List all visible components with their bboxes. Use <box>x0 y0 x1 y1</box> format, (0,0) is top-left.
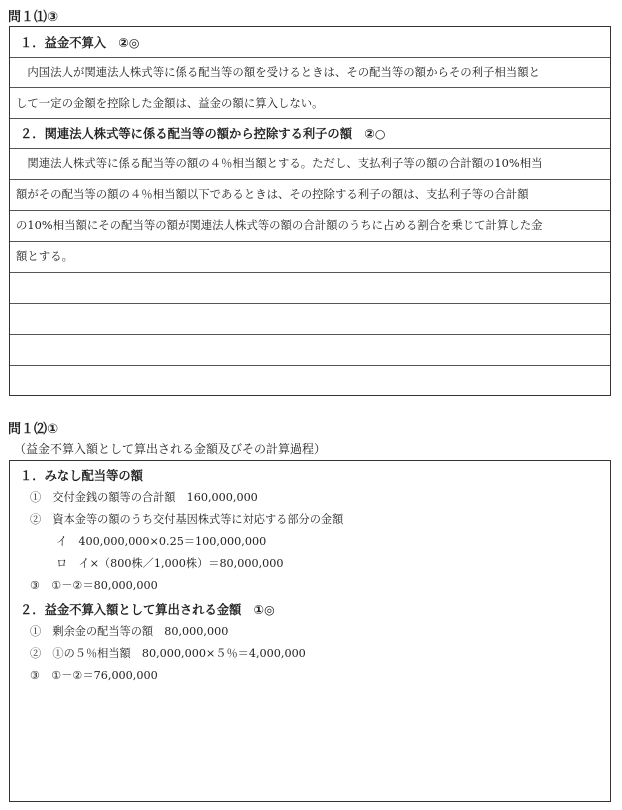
q1-para1-line-1: 内国法人が関連法人株式等に係る配当等の額を受けるときは、その配当等の額からその利子相当額と <box>16 65 540 79</box>
ruled-line <box>10 87 610 88</box>
q1-para2-line-3: の10%相当額にその配当等の額が関連法人株式等の額の合計額のうちに占める割合を乗じて計算した金 <box>16 218 543 232</box>
q2-subtitle: （益金不算入額として算出される金額及びその計算過程） <box>14 442 327 456</box>
ruled-line <box>10 148 610 149</box>
ruled-line <box>10 210 610 211</box>
ruled-line <box>10 241 610 242</box>
q2-line: ③ ①－②＝76,000,000 <box>30 669 158 682</box>
q2-line: ③ ①－②＝80,000,000 <box>30 579 158 592</box>
q2-heading-2: ２．益金不算入額として算出される金額 ①◎ <box>20 603 275 617</box>
ruled-line <box>10 118 610 119</box>
ruled-line <box>10 272 610 273</box>
q1-heading-1: １．益金不算入 ②◎ <box>20 36 140 50</box>
ruled-line <box>10 365 610 366</box>
q2-line: ① 剰余金の配当等の額 80,000,000 <box>30 625 229 638</box>
q2-line: ① 交付金銭の額等の合計額 160,000,000 <box>30 491 258 504</box>
q2-line: ② ①の５％相当額 80,000,000×５％＝4,000,000 <box>30 647 306 660</box>
q1-heading-2: ２．関連法人株式等に係る配当等の額から控除する利子の額 ②○ <box>20 127 386 141</box>
q1-para1-line-2: して一定の金額を控除した金額は、益金の額に算入しない。 <box>16 96 324 110</box>
q2-line: ② 資本金等の額のうち交付基因株式等に対応する部分の金額 <box>30 513 344 526</box>
q2-line: ロ イ×（800株／1,000株）＝80,000,000 <box>56 557 284 570</box>
q2-heading-1: １．みなし配当等の額 <box>20 469 143 483</box>
q1-para2-line-1: 関連法人株式等に係る配当等の額の４％相当額とする。ただし、支払利子等の額の合計額の10%相当 <box>16 156 543 170</box>
ruled-line <box>10 179 610 180</box>
ruled-line <box>10 303 610 304</box>
q2-answer-box <box>9 460 611 802</box>
ruled-line <box>10 57 610 58</box>
q2-title: 問１⑵① <box>8 422 59 437</box>
q2-line: イ 400,000,000×0.25＝100,000,000 <box>56 535 267 548</box>
q1-para2-line-4: 額とする。 <box>16 249 73 263</box>
q1-title: 問１⑴③ <box>8 10 59 25</box>
q1-para2-line-2: 額がその配当等の額の４％相当額以下であるときは、その控除する利子の額は、支払利子等の合計額 <box>16 187 529 201</box>
q1-answer-box <box>9 26 611 396</box>
ruled-line <box>10 334 610 335</box>
